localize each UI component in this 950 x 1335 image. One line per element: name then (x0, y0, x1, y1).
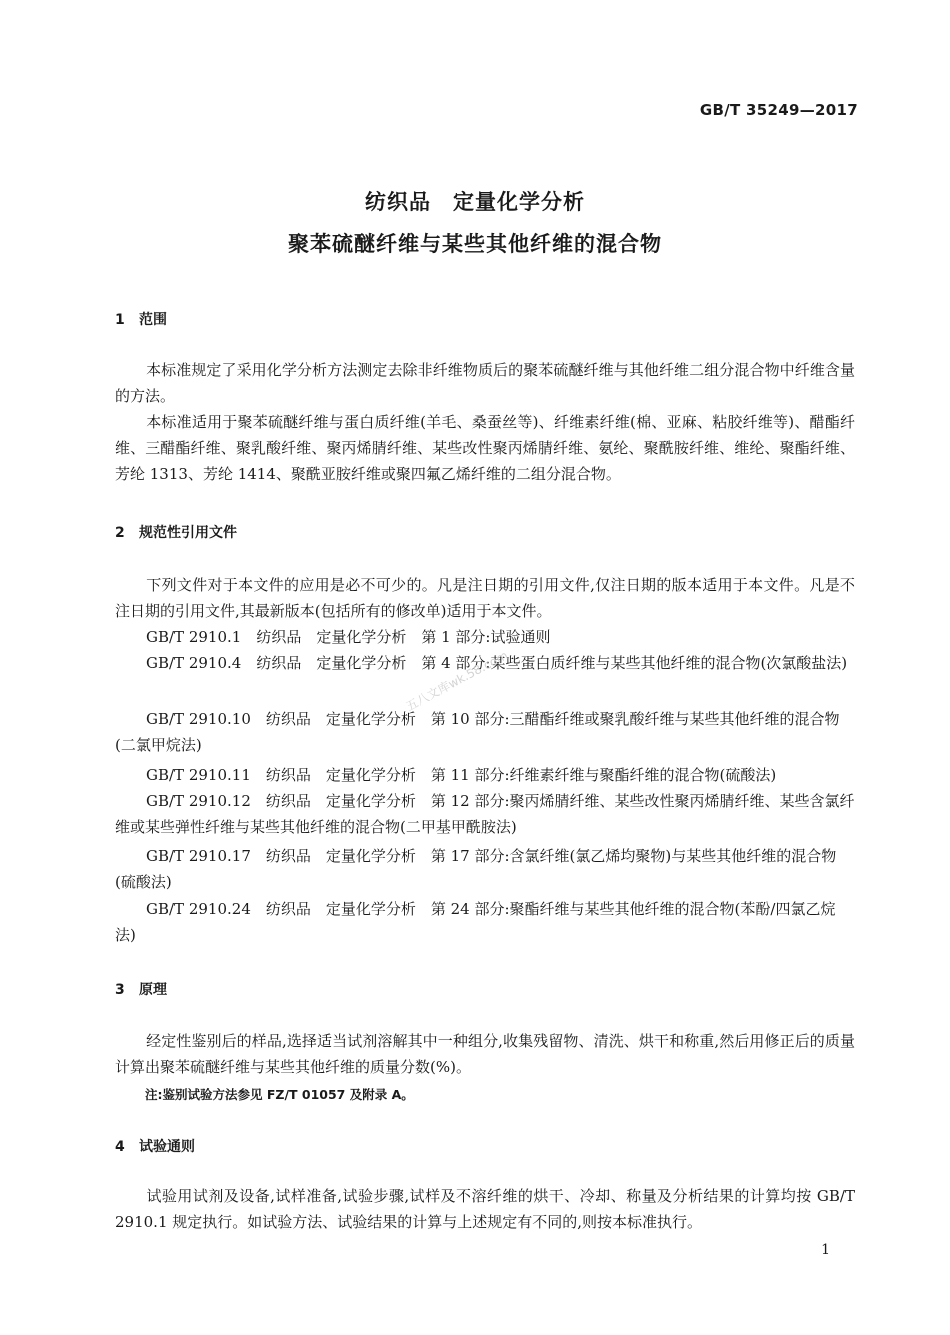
section-title: 规范性引用文件 (139, 525, 237, 541)
section-2-intro (115, 572, 855, 624)
reference-text: GB/T 2910.12 纺织品 定量化学分析 第 12 部分:聚丙烯腈纤维、某些改性聚丙烯腈纤维、某些含氯纤维或某些弹性纤维与某些其他纤维的混合物(二甲基甲酰胺法) (115, 792, 855, 836)
section-4-paragraph (115, 1183, 855, 1235)
reference-text: GB/T 2910.10 纺织品 定量化学分析 第 10 部分:三醋酯纤维或聚乳酸纤维与某些其他纤维的混合物(二氯甲烷法) (115, 710, 840, 754)
paragraph-text: 经定性鉴别后的样品,选择适当试剂溶解其中一种组分,收集残留物、清洗、烘干和称重,然后用修正后的质量计算出聚苯硫醚纤维与某些其他纤维的质量分数(%)。 (115, 1032, 855, 1076)
standard-number: GB/T 35249—2017 (699, 101, 858, 119)
section-2-heading (115, 522, 237, 542)
section-3-note: 注:鉴别试验方法参见 FZ/T 01057 及附录 A。 (145, 1087, 414, 1102)
section-3-paragraph (115, 1028, 855, 1080)
document-title-line2: 聚苯硫醚纤维与某些其他纤维的混合物 (288, 232, 662, 256)
reference-text: GB/T 2910.11 纺织品 定量化学分析 第 11 部分:纤维素纤维与聚酯纤维的混合物(硫酸法) (146, 766, 777, 784)
paragraph-text: 本标准规定了采用化学分析方法测定去除非纤维物质后的聚苯硫醚纤维与其他纤维二组分混合物中纤维含量的方法。 (115, 361, 855, 405)
section-title: 试验通则 (139, 1139, 195, 1155)
section-4-heading (115, 1136, 195, 1156)
reference-text: GB/T 2910.17 纺织品 定量化学分析 第 17 部分:含氯纤维(氯乙烯均聚物)与某些其他纤维的混合物(硫酸法) (115, 847, 837, 891)
reference-item (115, 624, 855, 650)
page-number: 1 (821, 1242, 830, 1258)
section-title: 原理 (139, 982, 167, 998)
reference-text: GB/T 2910.24 纺织品 定量化学分析 第 24 部分:聚酯纤维与某些其他纤维的混合物(苯酚/四氯乙烷法) (115, 900, 836, 944)
paragraph-text: 试验用试剂及设备,试样准备,试验步骤,试样及不溶纤维的烘干、冷却、称量及分析结果的计算均按 GB/T 2910.1 规定执行。如试验方法、试验结果的计算与上述规定有不同的,则按本标准执行。 (115, 1187, 855, 1231)
section-1-paragraph-1 (115, 357, 855, 409)
reference-item (115, 762, 855, 788)
paragraph-text: 本标准适用于聚苯硫醚纤维与蛋白质纤维(羊毛、桑蚕丝等)、纤维素纤维(棉、亚麻、粘胶纤维等)、醋酯纤维、三醋酯纤维、聚乳酸纤维、聚丙烯腈纤维、某些改性聚丙烯腈纤维、氨纶、聚酰胺纤维、维纶、聚酯纤维、芳纶 1313、芳纶 1414、聚酰亚胺纤维或聚四氟乙烯纤维的二组分混合物。 (115, 413, 855, 483)
section-1-heading (115, 309, 167, 329)
section-3-heading (115, 979, 167, 999)
section-number: 4 (115, 1139, 125, 1155)
paragraph-text: 下列文件对于本文件的应用是必不可少的。凡是注日期的引用文件,仅注日期的版本适用于本文件。凡是不注日期的引用文件,其最新版本(包括所有的修改单)适用于本文件。 (115, 576, 855, 620)
document-title-line1: 纺织品 定量化学分析 (365, 190, 585, 214)
reference-item (115, 706, 855, 758)
section-title: 范围 (139, 312, 167, 328)
section-number: 3 (115, 982, 125, 998)
reference-text: GB/T 2910.1 纺织品 定量化学分析 第 1 部分:试验通则 (146, 628, 551, 646)
reference-text: GB/T 2910.4 纺织品 定量化学分析 第 4 部分:某些蛋白质纤维与某些其他纤维的混合物(次氯酸盐法) (146, 654, 848, 672)
section-1-paragraph-2 (115, 409, 855, 487)
section-number: 2 (115, 525, 125, 541)
watermark-text: 五八文库wk.58.com (403, 648, 511, 714)
reference-item (115, 896, 855, 948)
section-number: 1 (115, 312, 125, 328)
reference-item (115, 788, 855, 840)
reference-item (115, 843, 855, 895)
